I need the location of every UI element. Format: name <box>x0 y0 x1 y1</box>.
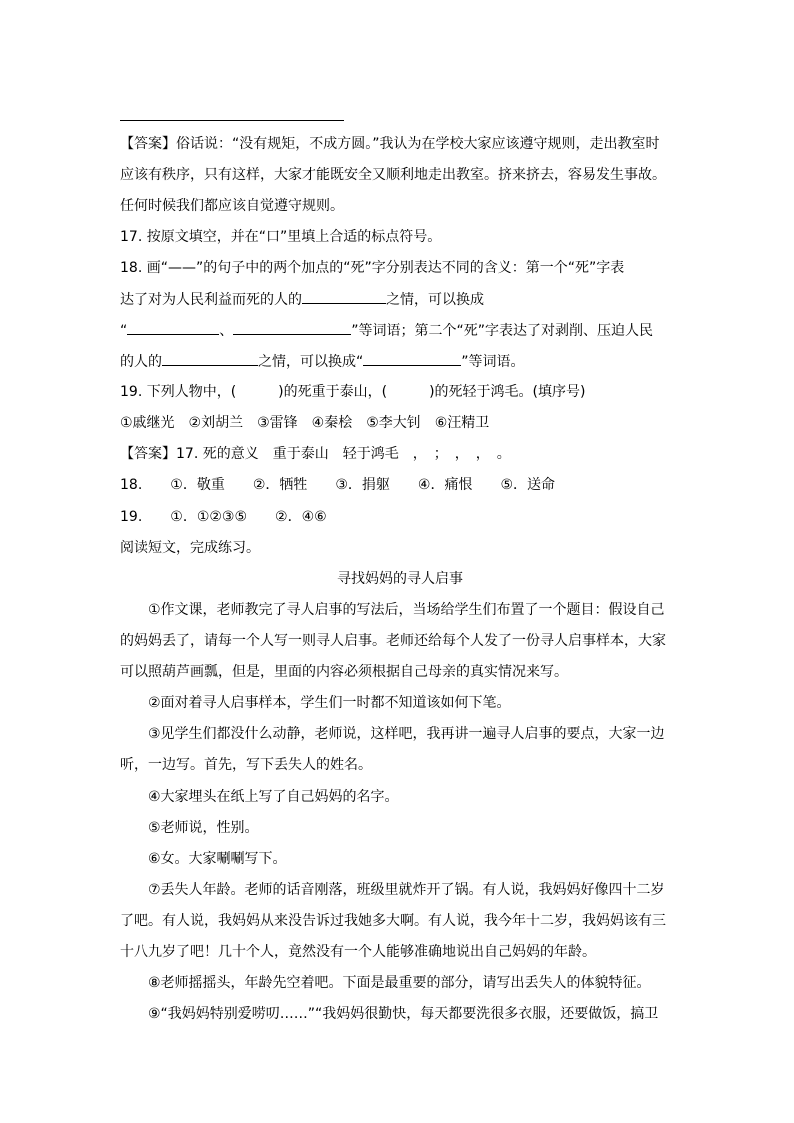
answer-18: 18. ①．敬重 ②．牺牲 ③．捐躯 ④．痛恨 ⑤．送命 <box>120 477 556 493</box>
q18-text-pre-2: 的人的 <box>120 354 162 370</box>
q18-text-post: 之情，可以换成 <box>386 292 484 308</box>
paragraph-3-line-1: ③见学生们都没什么动静，老师说，这样吧，我再讲一遍寻人启事的要点，大家一边 <box>148 726 665 742</box>
fill-blank-2[interactable] <box>127 320 219 335</box>
paragraph-8: ⑧老师摇摇头，年龄先空着吧。下面是最重要的部分，请写出丢失人的体貌特征。 <box>148 975 651 991</box>
answer-1-text-1: 俗话说：“没有规矩，不成方圆。”我认为在学校大家应该遵守规则，走出教室时 <box>176 136 660 152</box>
answer-17: 17. 死的意义 重于泰山 轻于鸿毛 ， ； ， ， 。 <box>176 446 511 462</box>
answer-1-line-2: 应该有秩序，只有这样，大家才能既安全又顺利地走出教室。挤来挤去，容易发生事故。 <box>120 167 666 183</box>
q18-text-pre: 达了对为人民利益而死的人的 <box>120 292 302 308</box>
question-18-line-4 <box>120 351 680 372</box>
answer-1-line-3: 任何时候我们都应该自觉遵守规则。 <box>120 198 344 214</box>
answer-1-line-1 <box>120 134 680 154</box>
answer-2-line-1 <box>120 444 680 464</box>
fill-blank-5[interactable] <box>363 351 461 366</box>
q18-text-post-3: ”等词语。 <box>461 354 525 370</box>
paragraph-1-line-3: 可以照葫芦画瓢，但是，里面的内容必须根据自己母亲的真实情况来写。 <box>120 664 568 680</box>
paragraph-1-line-1: ①作文课，老师教完了寻人启事的写法后，当场给学生们布置了一个题目：假设自己 <box>148 602 665 618</box>
question-18-line-3 <box>120 320 680 341</box>
paragraph-5: ⑤老师说，性别。 <box>148 820 259 836</box>
fill-blank-1[interactable] <box>302 289 386 304</box>
answer-label-2: 【答案】 <box>120 446 176 462</box>
fill-blank-3[interactable] <box>233 320 351 335</box>
question-18-line-1: 18. 画“——”的句子中的两个加点的“死”字分别表达不同的含义：第一个“死”字表 <box>120 260 625 276</box>
answer-19: 19. ①．①②③⑤ ②．④⑥ <box>120 509 327 525</box>
passage-title: 寻找妈妈的寻人启事 <box>337 571 463 587</box>
answer-label: 【答案】 <box>120 136 176 152</box>
paragraph-1-line-2: 的妈妈丢了，请每一个人写一则寻人启事。老师还给每个人发了一份寻人启事样本，大家 <box>120 633 666 649</box>
footnote-rule <box>120 120 344 121</box>
question-17: 17. 按原文填空，并在“口”里填上合适的标点符号。 <box>120 229 442 245</box>
paragraph-7-line-1: ⑦丢失人年龄。老师的话音刚落，班级里就炸开了锅。有人说，我妈妈好像四十二岁 <box>148 882 665 898</box>
paragraph-6: ⑥女。大家唰唰写下。 <box>148 851 287 867</box>
paragraph-7-line-3: 十八九岁了吧！几十个人，竟然没有一个人能够准确地说出自己妈妈的年龄。 <box>120 944 596 960</box>
q18-text-post-2: ”等词语；第二个“死”字表达了对剥削、压迫人民 <box>351 323 654 339</box>
question-19: 19. 下列人物中，( )的死重于泰山，( )的死轻于鸿毛。(填序号) <box>120 384 586 400</box>
paragraph-3-line-2: 听，一边写。首先，写下丢失人的姓名。 <box>120 757 372 773</box>
paragraph-9-line-1: ⑨“我妈妈特别爱唠叨……”“我妈妈很勤快，每天都要洗很多衣服，还要做饭，搞卫 <box>148 1006 659 1022</box>
q18-open-quote: “ <box>120 323 128 339</box>
fill-blank-4[interactable] <box>162 351 258 366</box>
paragraph-7-line-2: 了吧。有人说，我妈妈从来没告诉过我她多大啊。有人说，我今年十二岁，我妈妈该有三 <box>120 913 666 929</box>
question-18-line-2 <box>120 289 680 310</box>
question-19-options: ①戚继光 ②刘胡兰 ③雷锋 ④秦桧 ⑤李大钊 ⑥汪精卫 <box>120 415 490 431</box>
paragraph-2: ②面对着寻人启事样本，学生们一时都不知道该如何下笔。 <box>148 695 511 711</box>
paragraph-4: ④大家埋头在纸上写了自己妈妈的名字。 <box>148 789 399 805</box>
q18-separator: 、 <box>219 323 234 339</box>
q18-text-mid: 之情，可以换成“ <box>258 354 364 370</box>
reading-instruction: 阅读短文，完成练习。 <box>120 540 260 556</box>
